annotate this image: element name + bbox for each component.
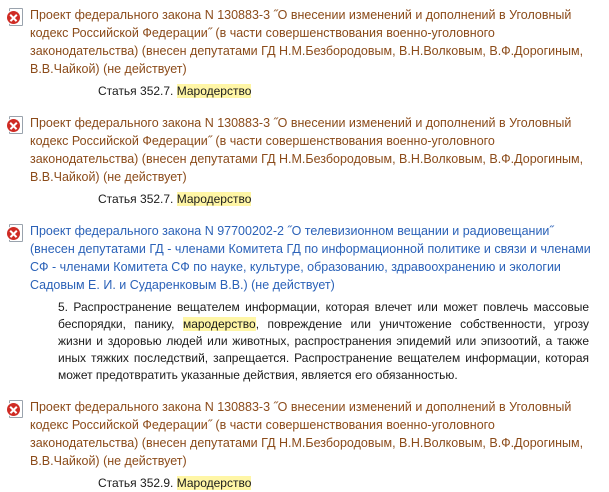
snippet-text: Статья 352.7. [98,192,177,206]
snippet-text: 5. Распространение вещателем информации, которая влечет или может повлечь массовые беспорядки, панику, [58,300,589,331]
result-title-link[interactable]: Проект федерального закона N 130883-3 ˝О внесении изменений и дополнений в Уголовный кодекс Российской Федерации˝ (в части совершенствования военно-уголовного законодательства) (внесен депутатами ГД Н.М.Безбородовым, В.Н.Волковым, В.Ф.Дорогиным, В.В.Чайкой) (не действует) [30,116,584,184]
result-icon-cell [8,222,30,246]
result-snippet [98,475,601,492]
search-result [8,114,601,208]
result-header [8,222,601,294]
document-error-icon [8,116,23,133]
result-icon-cell [8,6,30,30]
search-result [8,6,601,100]
result-title-link[interactable]: Проект федерального закона N 130883-3 ˝О внесении изменений и дополнений в Уголовный кодекс Российской Федерации˝ (в части совершенствования военно-уголовного законодательства) (внесен депутатами ГД Н.М.Безбородовым, В.Н.Волковым, В.Ф.Дорогиным, В.В.Чайкой) (не действует) [30,8,584,76]
snippet-text: Статья 352.9. [98,476,177,490]
result-title-cell [30,222,601,294]
result-header [8,6,601,78]
result-title-cell [30,6,601,78]
highlighted-term: Мародерство [176,84,252,98]
document-error-icon [8,400,23,417]
result-title-cell [30,114,601,186]
highlighted-term: мародерство [182,317,256,331]
search-result [8,398,601,492]
result-snippet [98,191,601,208]
result-title-cell [30,398,601,470]
highlighted-term: Мародерство [176,476,252,490]
snippet-text: , повреждение или уничтожение собственности, угрозу жизни и здоровью людей или животных, распространения эпидемий или эпизоотий, а также иных тяжких последствий, запрещается. Распространение вещателем информации, которая может предотвратить указанные действия, является его обязанностью. [58,317,589,382]
snippet-text: Статья 352.7. [98,84,177,98]
result-title-link[interactable]: Проект федерального закона N 130883-3 ˝О внесении изменений и дополнений в Уголовный кодекс Российской Федерации˝ (в части совершенствования военно-уголовного законодательства) (внесен депутатами ГД Н.М.Безбородовым, В.Н.Волковым, В.Ф.Дорогиным, В.В.Чайкой) (не действует) [30,400,584,468]
result-snippet [58,299,589,384]
document-error-icon [8,224,23,241]
result-header [8,114,601,186]
search-result [8,222,601,384]
result-header [8,398,601,470]
result-icon-cell [8,398,30,422]
result-snippet [98,83,601,100]
document-error-icon [8,8,23,25]
result-icon-cell [8,114,30,138]
highlighted-term: Мародерство [176,192,252,206]
result-title-link[interactable]: Проект федерального закона N 97700202-2 ˝О телевизионном вещании и радиовещании˝ (внесен депутатами ГД - членами Комитета ГД по информационной политике и связи и членами СФ - членами Комитета СФ по науке, культуре, образованию, здравоохранению и экологии Садовым Е. И. и Сударенковым В.В.) (не действует) [30,224,591,292]
